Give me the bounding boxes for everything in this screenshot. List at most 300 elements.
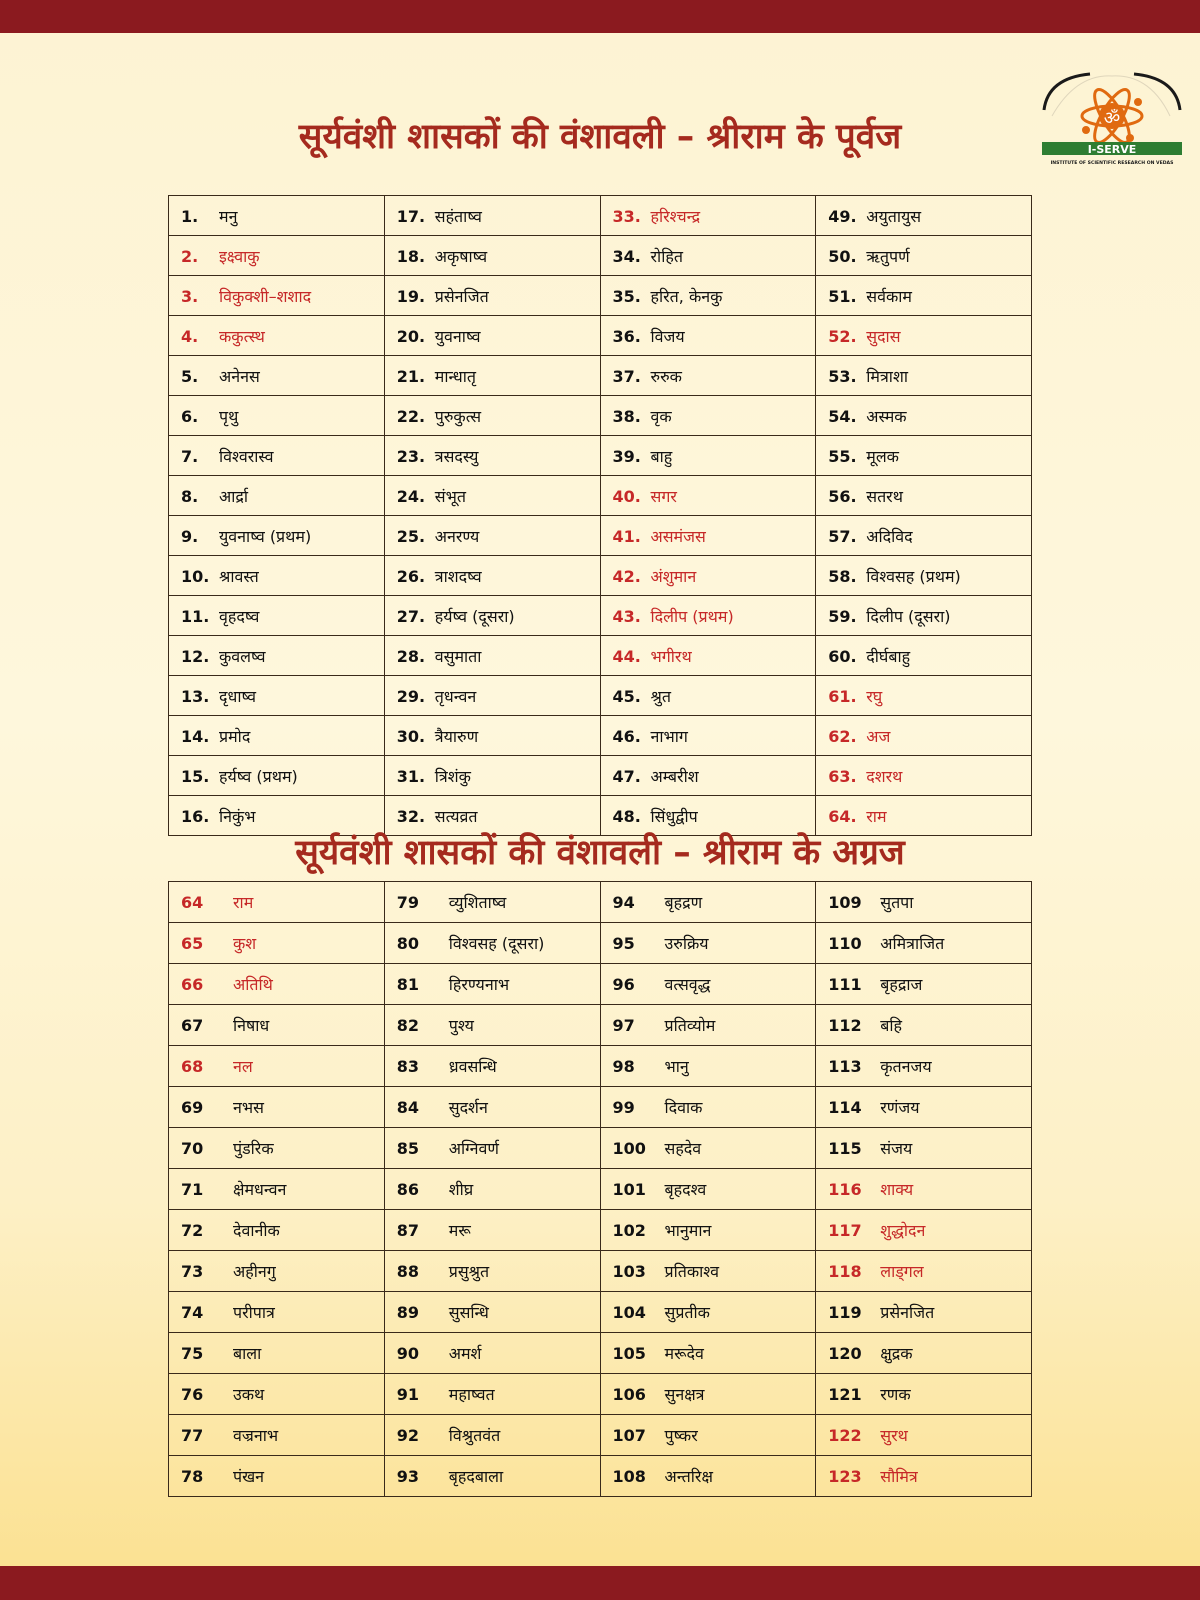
descendants-table	[168, 881, 1032, 1497]
table-row	[169, 196, 1032, 236]
ruler-name: दशरथ	[866, 766, 903, 786]
ruler-cell	[384, 1005, 600, 1046]
ruler-cell	[384, 1333, 600, 1374]
ruler-cell	[600, 964, 816, 1005]
ruler-number: 22.	[396, 406, 426, 426]
logo-subtitle-text: INSTITUTE OF SCIENTIFIC RESEARCH ON VEDAS	[1050, 161, 1174, 166]
ruler-number: 112	[828, 1016, 862, 1035]
ruler-name: दृधाष्व	[219, 686, 257, 706]
ruler-name: अनरण्य	[434, 526, 480, 546]
ruler-cell	[816, 676, 1032, 716]
ruler-cell	[169, 396, 385, 436]
ruler-number: 113	[828, 1057, 862, 1076]
ruler-cell	[816, 236, 1032, 276]
ruler-number: 23.	[396, 446, 426, 466]
ruler-name: प्रसेनजित	[880, 1303, 935, 1322]
ruler-cell	[816, 1005, 1032, 1046]
ruler-number: 1.	[181, 206, 199, 226]
table-row	[169, 436, 1032, 476]
ruler-number: 59.	[828, 606, 857, 626]
ruler-number: 78	[181, 1467, 204, 1486]
ruler-name: उकथ	[233, 1385, 265, 1404]
ruler-number: 104	[612, 1303, 646, 1322]
ruler-cell	[384, 476, 600, 516]
ruler-cell	[384, 196, 600, 236]
ruler-cell	[169, 1128, 385, 1169]
ruler-cell	[384, 1046, 600, 1087]
ruler-cell	[600, 1333, 816, 1374]
ruler-name: दिलीप (दूसरा)	[866, 606, 951, 626]
ruler-name: हरित, केनकु	[650, 286, 723, 306]
ruler-name: पुरुकुत्स	[434, 406, 482, 426]
ruler-name: निषाध	[233, 1016, 270, 1035]
ruler-number: 27.	[396, 606, 426, 626]
ruler-number: 88	[396, 1262, 420, 1281]
ruler-number: 122	[828, 1426, 862, 1445]
ruler-name: ऋतुपर्ण	[866, 246, 910, 266]
ruler-number: 54.	[828, 406, 857, 426]
table-row	[169, 596, 1032, 636]
ruler-number: 2.	[181, 246, 199, 266]
ruler-cell	[600, 1292, 816, 1333]
ruler-cell	[600, 1251, 816, 1292]
ruler-cell	[816, 1210, 1032, 1251]
ruler-cell	[600, 356, 816, 396]
table-row	[169, 356, 1032, 396]
ruler-number: 72	[181, 1221, 204, 1240]
ruler-number: 102	[612, 1221, 646, 1240]
ruler-number: 86	[396, 1180, 420, 1199]
ruler-number: 64.	[828, 806, 857, 826]
ruler-name: अम्बरीश	[650, 766, 699, 786]
ruler-name: सुदर्शन	[448, 1098, 488, 1117]
ruler-number: 69	[181, 1098, 204, 1117]
ruler-cell	[600, 676, 816, 716]
ruler-number: 18.	[396, 246, 426, 266]
ruler-number: 92	[396, 1426, 420, 1445]
ruler-cell	[384, 1374, 600, 1415]
ruler-name: त्रिशंकु	[434, 766, 471, 786]
ruler-name: त्रसदस्यु	[434, 446, 479, 466]
ruler-name: अतिथि	[233, 975, 273, 994]
ruler-cell	[816, 196, 1032, 236]
ruler-name: इक्ष्वाकु	[219, 246, 260, 266]
ruler-number: 15.	[181, 766, 210, 786]
ruler-name: विश्वरास्व	[219, 446, 274, 466]
ruler-name: पुश्य	[448, 1016, 474, 1035]
ruler-name: बृहदबाला	[448, 1467, 504, 1486]
ruler-cell	[169, 356, 385, 396]
ruler-name: रणंजय	[880, 1098, 920, 1117]
ruler-cell	[384, 596, 600, 636]
ruler-name: रुरुक	[650, 366, 682, 386]
ruler-number: 5.	[181, 366, 199, 386]
ruler-name: आर्द्रा	[219, 486, 248, 506]
ruler-cell	[169, 1005, 385, 1046]
ruler-number: 44.	[612, 646, 641, 666]
ruler-cell	[169, 1251, 385, 1292]
ruler-number: 115	[828, 1139, 862, 1158]
ruler-cell	[384, 756, 600, 796]
ruler-number: 64	[181, 893, 204, 912]
table-row	[169, 756, 1032, 796]
ruler-cell	[600, 1374, 816, 1415]
ruler-cell	[816, 1456, 1032, 1497]
ruler-number: 25.	[396, 526, 426, 546]
ruler-name: असमंजस	[650, 526, 706, 546]
ruler-number: 61.	[828, 686, 857, 706]
ruler-number: 123	[828, 1467, 862, 1486]
ruler-number: 41.	[612, 526, 641, 546]
ruler-name: वत्सवृद्ध	[664, 975, 711, 994]
table-row	[169, 1251, 1032, 1292]
ruler-number: 55.	[828, 446, 857, 466]
ruler-name: व्युशिताष्व	[448, 893, 507, 912]
ruler-cell	[384, 964, 600, 1005]
ruler-number: 30.	[396, 726, 426, 746]
ruler-name: सिंधुद्वीप	[650, 806, 698, 826]
ruler-number: 33.	[612, 206, 641, 226]
ruler-name: उरुक्रिय	[664, 934, 709, 953]
ruler-name: सत्यव्रत	[434, 806, 478, 826]
ruler-name: प्रमोद	[219, 726, 251, 746]
ruler-name: प्रसुश्रुत	[448, 1262, 490, 1281]
ruler-cell	[600, 1087, 816, 1128]
ruler-name: संभूत	[434, 486, 466, 506]
ruler-number: 82	[396, 1016, 420, 1035]
ruler-name: रोहित	[650, 246, 683, 266]
ruler-number: 76	[181, 1385, 204, 1404]
ruler-cell	[816, 596, 1032, 636]
table-row	[169, 556, 1032, 596]
ruler-number: 63.	[828, 766, 857, 786]
ruler-cell	[384, 636, 600, 676]
top-border-band	[0, 0, 1200, 33]
ruler-cell	[816, 756, 1032, 796]
ruler-name: तृधन्वन	[434, 686, 477, 706]
ruler-number: 28.	[396, 646, 426, 666]
ruler-name: नाभाग	[650, 726, 688, 746]
ruler-number: 39.	[612, 446, 641, 466]
ruler-cell	[816, 516, 1032, 556]
ruler-cell	[816, 1415, 1032, 1456]
ruler-number: 83	[396, 1057, 420, 1076]
ruler-cell	[169, 196, 385, 236]
ruler-number: 77	[181, 1426, 204, 1445]
ruler-cell	[816, 716, 1032, 756]
ruler-number: 93	[396, 1467, 420, 1486]
ruler-number: 111	[828, 975, 862, 994]
ruler-name: सर्वकाम	[866, 286, 912, 306]
ruler-cell	[600, 636, 816, 676]
ruler-number: 4.	[181, 326, 199, 346]
ruler-number: 108	[612, 1467, 646, 1486]
ruler-cell	[816, 1374, 1032, 1415]
ruler-cell	[384, 1128, 600, 1169]
ruler-number: 99	[612, 1098, 635, 1117]
ruler-number: 65	[181, 934, 204, 953]
ruler-name: मरूदेव	[664, 1344, 704, 1363]
ruler-name: शीघ्र	[448, 1180, 474, 1199]
ruler-number: 58.	[828, 566, 857, 586]
ruler-cell	[384, 1210, 600, 1251]
ruler-cell	[384, 716, 600, 756]
ruler-cell	[169, 716, 385, 756]
table-row	[169, 236, 1032, 276]
ruler-number: 24.	[396, 486, 426, 506]
ruler-name: कुवलष्व	[219, 646, 266, 666]
ruler-cell	[169, 676, 385, 716]
ruler-number: 116	[828, 1180, 862, 1199]
logo-brand-text: I-SERVE	[1087, 143, 1137, 156]
ruler-number: 45.	[612, 686, 641, 706]
ruler-cell	[384, 1087, 600, 1128]
ruler-name: सगर	[650, 486, 677, 506]
ruler-number: 31.	[396, 766, 426, 786]
ruler-cell	[816, 396, 1032, 436]
ruler-number: 60.	[828, 646, 857, 666]
ruler-number: 73	[181, 1262, 204, 1281]
ruler-name: अन्तरिक्ष	[664, 1467, 713, 1486]
ruler-name: नभस	[233, 1098, 264, 1117]
table-row	[169, 476, 1032, 516]
table-row	[169, 1456, 1032, 1497]
ruler-number: 11.	[181, 606, 210, 626]
ruler-cell	[169, 964, 385, 1005]
ruler-number: 19.	[396, 286, 426, 306]
ruler-cell	[816, 1251, 1032, 1292]
ruler-cell	[169, 476, 385, 516]
ruler-number: 26.	[396, 566, 426, 586]
ruler-name: विश्वसह (प्रथम)	[866, 566, 961, 586]
ruler-number: 17.	[396, 206, 426, 226]
ruler-number: 20.	[396, 326, 426, 346]
ruler-name: बाहु	[650, 446, 673, 466]
ruler-name: अमित्राजित	[880, 934, 945, 953]
ruler-number: 105	[612, 1344, 646, 1363]
ruler-number: 109	[828, 893, 862, 912]
ruler-cell	[384, 1251, 600, 1292]
ruler-name: युवनाष्व (प्रथम)	[219, 526, 312, 546]
ruler-name: बृहद्राज	[880, 975, 923, 994]
ruler-name: विजय	[650, 326, 685, 346]
ruler-name: बृहद्रण	[664, 893, 703, 912]
ruler-number: 32.	[396, 806, 426, 826]
ruler-number: 38.	[612, 406, 641, 426]
ruler-number: 97	[612, 1016, 635, 1035]
ruler-name: विश्वसह (दूसरा)	[448, 934, 545, 953]
ruler-cell	[816, 636, 1032, 676]
ruler-cell	[384, 356, 600, 396]
ruler-cell	[384, 436, 600, 476]
ruler-number: 79	[396, 893, 420, 912]
ruler-name: श्रावस्त	[219, 566, 259, 586]
ruler-number: 9.	[181, 526, 199, 546]
ruler-cell	[384, 396, 600, 436]
ruler-number: 100	[612, 1139, 646, 1158]
ruler-number: 53.	[828, 366, 857, 386]
ruler-cell	[600, 516, 816, 556]
table-row	[169, 516, 1032, 556]
ruler-number: 40.	[612, 486, 641, 506]
ruler-name: वृहदष्व	[219, 606, 260, 626]
ancestors-table	[168, 195, 1032, 836]
bottom-border-band	[0, 1566, 1200, 1600]
ruler-cell	[169, 1333, 385, 1374]
ruler-number: 119	[828, 1303, 862, 1322]
ruler-name: अकृषाष्व	[434, 246, 488, 266]
ruler-name: श्रुत	[650, 686, 671, 706]
ruler-cell	[384, 923, 600, 964]
ruler-name: मित्राशा	[866, 366, 908, 386]
ruler-cell	[600, 1005, 816, 1046]
ruler-number: 74	[181, 1303, 204, 1322]
ruler-name: राम	[866, 806, 887, 826]
ruler-name: पृथु	[219, 406, 239, 426]
ruler-cell	[816, 276, 1032, 316]
table-row	[169, 1415, 1032, 1456]
ruler-cell	[816, 356, 1032, 396]
ruler-name: कुश	[233, 934, 257, 953]
ruler-name: सुरथ	[880, 1426, 908, 1445]
ruler-cell	[600, 716, 816, 756]
ruler-number: 101	[612, 1180, 646, 1199]
ruler-number: 67	[181, 1016, 204, 1035]
ruler-cell	[384, 276, 600, 316]
ruler-name: लाड्गल	[880, 1262, 924, 1281]
ruler-cell	[816, 1169, 1032, 1210]
ruler-name: बहि	[880, 1016, 903, 1035]
ruler-name: दीर्घबाहु	[866, 646, 911, 666]
ruler-name: राम	[233, 893, 254, 912]
ruler-name: अनेनस	[219, 366, 260, 386]
ruler-name: अहीनगु	[233, 1262, 276, 1281]
ruler-number: 6.	[181, 406, 199, 426]
ruler-cell	[600, 196, 816, 236]
table-row	[169, 1087, 1032, 1128]
ruler-number: 8.	[181, 486, 199, 506]
ruler-cell	[169, 1169, 385, 1210]
ruler-name: संजय	[880, 1139, 913, 1158]
ruler-cell	[384, 1456, 600, 1497]
ruler-number: 46.	[612, 726, 641, 746]
ruler-number: 71	[181, 1180, 204, 1199]
ruler-cell	[816, 882, 1032, 923]
ruler-name: त्रैयारुण	[434, 726, 479, 746]
ruler-name: भगीरथ	[650, 646, 692, 666]
ruler-cell	[169, 756, 385, 796]
ruler-number: 62.	[828, 726, 857, 746]
ruler-number: 121	[828, 1385, 862, 1404]
ruler-name: महाष्वत	[448, 1385, 495, 1404]
ruler-number: 14.	[181, 726, 210, 746]
ruler-name: प्रतिव्योम	[664, 1016, 716, 1035]
ruler-name: सतरथ	[866, 486, 903, 506]
ruler-number: 56.	[828, 486, 857, 506]
ruler-cell	[816, 1046, 1032, 1087]
ruler-name: मरू	[448, 1221, 471, 1240]
ruler-number: 118	[828, 1262, 862, 1281]
ruler-number: 10.	[181, 566, 210, 586]
ruler-cell	[384, 516, 600, 556]
ruler-cell	[169, 236, 385, 276]
ruler-number: 7.	[181, 446, 199, 466]
ruler-number: 117	[828, 1221, 862, 1240]
ruler-cell	[169, 316, 385, 356]
ruler-number: 120	[828, 1344, 862, 1363]
ruler-number: 107	[612, 1426, 646, 1445]
ruler-name: नल	[233, 1057, 253, 1076]
ruler-number: 80	[396, 934, 420, 953]
ruler-number: 110	[828, 934, 862, 953]
ruler-cell	[600, 756, 816, 796]
ruler-name: विकुक्शी–शशाद	[219, 286, 312, 306]
section1-title: सूर्यवंशी शासकों की वंशावली – श्रीराम के पूर्वज	[298, 117, 902, 157]
ruler-cell	[384, 1415, 600, 1456]
ruler-cell	[384, 316, 600, 356]
ruler-name: वज्रनाभ	[233, 1426, 279, 1445]
ruler-cell	[600, 923, 816, 964]
ruler-cell	[600, 236, 816, 276]
ruler-cell	[169, 596, 385, 636]
ruler-number: 81	[396, 975, 420, 994]
ruler-number: 13.	[181, 686, 210, 706]
ruler-name: अमर्श	[448, 1344, 482, 1363]
ruler-name: हरिश्चन्द्र	[650, 206, 701, 226]
ruler-name: अस्मक	[866, 406, 907, 426]
ruler-name: सहदेव	[664, 1139, 702, 1158]
ruler-name: वृक	[650, 406, 672, 426]
ruler-number: 75	[181, 1344, 204, 1363]
ruler-cell	[169, 1210, 385, 1251]
ruler-name: मान्धातृ	[434, 366, 476, 386]
ruler-cell	[384, 676, 600, 716]
ruler-number: 89	[396, 1303, 420, 1322]
table-row	[169, 1374, 1032, 1415]
ruler-number: 16.	[181, 806, 210, 826]
ruler-name: त्राशदष्व	[434, 566, 482, 586]
ruler-number: 57.	[828, 526, 857, 546]
ruler-cell	[169, 882, 385, 923]
ruler-number: 47.	[612, 766, 641, 786]
ruler-cell	[169, 923, 385, 964]
ruler-name: विश्रुतवंत	[448, 1426, 501, 1445]
ruler-number: 114	[828, 1098, 862, 1117]
ruler-cell	[169, 1087, 385, 1128]
ruler-cell	[169, 1456, 385, 1497]
ruler-name: क्षेमधन्वन	[233, 1180, 287, 1199]
ruler-name: सौमित्र	[880, 1467, 918, 1486]
table-row	[169, 276, 1032, 316]
ruler-name: पंखन	[233, 1467, 265, 1486]
ruler-name: प्रसेनजित	[434, 286, 489, 306]
ruler-cell	[816, 316, 1032, 356]
ruler-cell	[600, 396, 816, 436]
ruler-cell	[169, 1292, 385, 1333]
ruler-name: निकुंभ	[219, 806, 256, 826]
ruler-name: अज	[866, 726, 891, 746]
ruler-cell	[384, 1292, 600, 1333]
ruler-name: बाला	[233, 1344, 262, 1363]
ruler-name: क्षुद्रक	[880, 1344, 913, 1363]
ruler-number: 29.	[396, 686, 426, 706]
ruler-cell	[169, 636, 385, 676]
ruler-number: 43.	[612, 606, 641, 626]
ruler-number: 51.	[828, 286, 857, 306]
ruler-name: भानुमान	[664, 1221, 712, 1240]
ruler-cell	[169, 516, 385, 556]
ruler-number: 34.	[612, 246, 641, 266]
